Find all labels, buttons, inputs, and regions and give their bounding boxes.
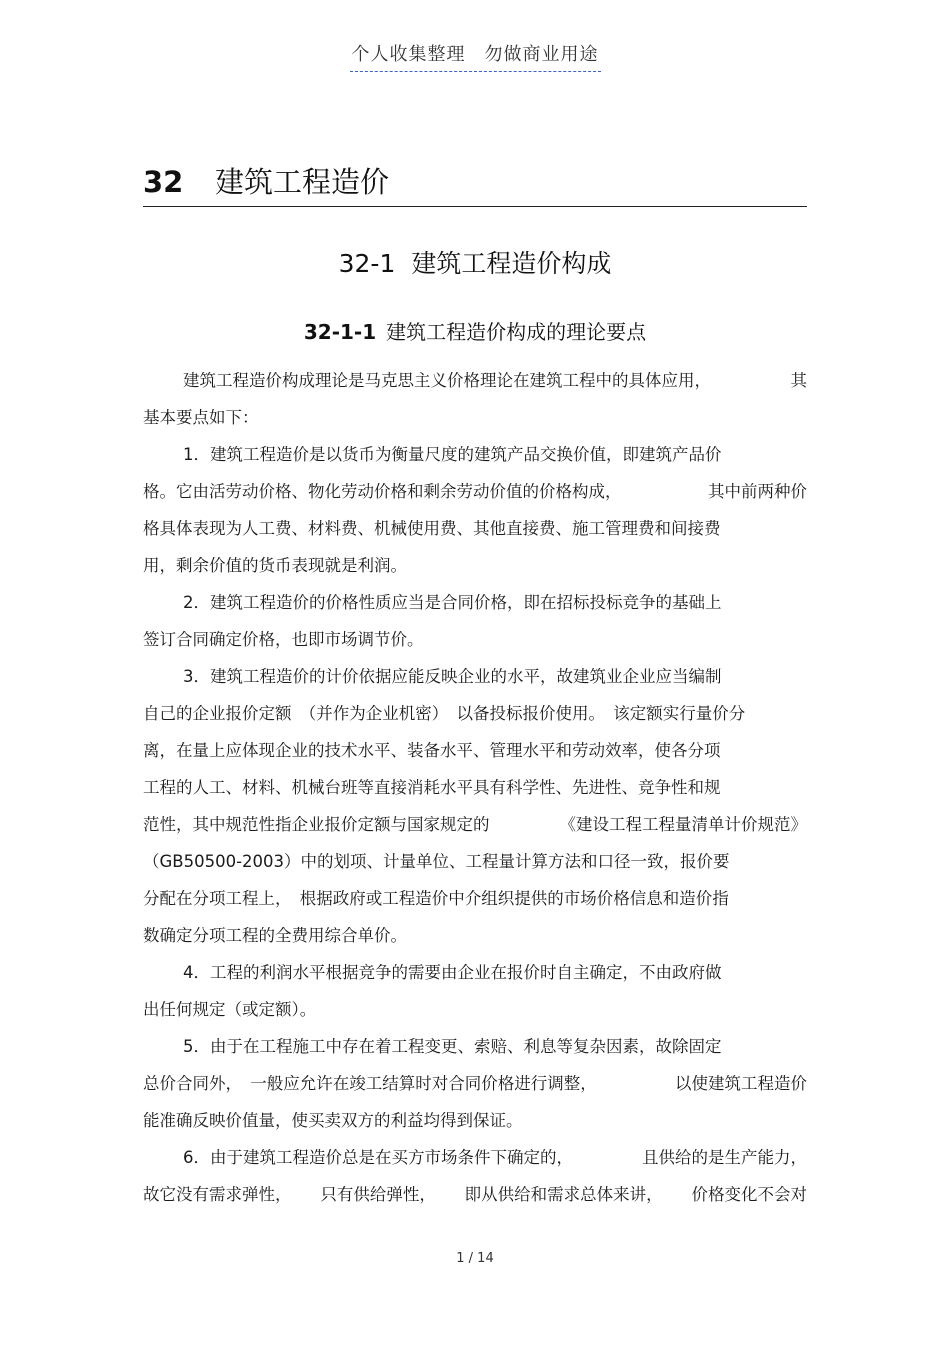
text-segment: 3．建筑工程造价的计价依据应能反映企业的水平，故建筑业企业应当编制 bbox=[183, 667, 722, 686]
header-note bbox=[0, 40, 950, 66]
text-line bbox=[143, 769, 807, 806]
subsection-heading bbox=[0, 316, 950, 345]
text-segment: 出任何规定（或定额）。 bbox=[143, 1000, 317, 1019]
section-heading bbox=[0, 244, 950, 280]
page-number: 1 / 14 bbox=[456, 1251, 494, 1266]
chapter-number: 32 bbox=[143, 165, 184, 199]
text-segment: 建筑工程造价构成理论是马克思主义价格理论在建筑工程中的具体应用， bbox=[183, 371, 711, 390]
text-line bbox=[143, 658, 807, 695]
text-line bbox=[143, 880, 807, 917]
text-segment: 数确定分项工程的全费用综合单价。 bbox=[143, 926, 407, 945]
text-line bbox=[143, 1028, 807, 1065]
text-segment: 格。它由活劳动价格、物化劳动价格和剩余劳动价值的价格构成， bbox=[143, 482, 622, 501]
chapter-divider bbox=[143, 206, 807, 207]
paragraph bbox=[143, 436, 807, 584]
header-note-text: 个人收集整理 勿做商业用途 bbox=[350, 44, 601, 72]
text-line bbox=[143, 399, 807, 436]
paragraph bbox=[143, 1028, 807, 1139]
text-segment: 2．建筑工程造价的价格性质应当是合同价格，即在招标投标竞争的基础上 bbox=[183, 593, 722, 612]
body-text bbox=[143, 362, 807, 1213]
text-line bbox=[143, 1139, 807, 1176]
text-line bbox=[143, 954, 807, 991]
text-line bbox=[143, 1065, 807, 1102]
text-line bbox=[143, 547, 807, 584]
text-segment: 6．由于建筑工程造价总是在买方市场条件下确定的， bbox=[183, 1148, 573, 1167]
text-segment: 只有供给弹性， bbox=[320, 1185, 436, 1204]
text-segment: 能准确反映价值量，使买卖双方的利益均得到保证。 bbox=[143, 1111, 523, 1130]
text-line bbox=[143, 473, 807, 510]
text-segment: 以使建筑工程造价 bbox=[675, 1074, 807, 1093]
text-line bbox=[143, 991, 807, 1028]
text-line bbox=[143, 621, 807, 658]
chapter-title: 建筑工程造价 bbox=[215, 165, 390, 199]
paragraph bbox=[143, 362, 807, 436]
text-segment: 自己的企业报价定额 （并作为企业机密） 以备投标报价使用。 该定额实行量价分 bbox=[143, 704, 746, 723]
text-segment: 基本要点如下： bbox=[143, 408, 259, 427]
text-segment: 5．由于在工程施工中存在着工程变更、索赔、利息等复杂因素，故除固定 bbox=[183, 1037, 722, 1056]
paragraph bbox=[143, 954, 807, 1028]
text-segment: 故它没有需求弹性， bbox=[143, 1185, 292, 1204]
section-number: 32-1 bbox=[338, 249, 396, 278]
text-line bbox=[143, 436, 807, 473]
text-segment: 离，在量上应体现企业的技术水平、装备水平、管理水平和劳动效率，使各分项 bbox=[143, 741, 721, 760]
text-line bbox=[143, 1102, 807, 1139]
section-title: 建筑工程造价构成 bbox=[411, 249, 612, 278]
text-segment: 用，剩余价值的货币表现就是利润。 bbox=[143, 556, 407, 575]
text-segment: 范性，其中规范性指企业报价定额与国家规定的 bbox=[143, 815, 490, 834]
subsection-number: 32-1-1 bbox=[303, 320, 377, 344]
paragraph bbox=[143, 658, 807, 954]
text-segment: 签订合同确定价格，也即市场调节价。 bbox=[143, 630, 424, 649]
text-line bbox=[143, 843, 807, 880]
text-segment: 即从供给和需求总体来讲， bbox=[464, 1185, 663, 1204]
text-line bbox=[143, 732, 807, 769]
text-segment: 其中前两种价 bbox=[708, 482, 807, 501]
text-segment: 工程的人工、材料、机械台班等直接消耗水平具有科学性、先进性、竞争性和规 bbox=[143, 778, 721, 797]
text-segment: 总价合同外， 一般应允许在竣工结算时对合同价格进行调整， bbox=[143, 1074, 597, 1093]
text-line bbox=[143, 806, 807, 843]
text-line bbox=[143, 584, 807, 621]
text-segment: 格具体表现为人工费、材料费、机械使用费、其他直接费、施工管理费和间接费 bbox=[143, 519, 721, 538]
paragraph bbox=[143, 584, 807, 658]
text-segment: 其 bbox=[790, 371, 807, 390]
text-line bbox=[143, 695, 807, 732]
text-line bbox=[143, 362, 807, 399]
text-line bbox=[143, 1176, 807, 1213]
text-line bbox=[143, 510, 807, 547]
text-segment: 价格变化不会对 bbox=[691, 1185, 807, 1204]
text-line bbox=[143, 917, 807, 954]
chapter-heading bbox=[143, 160, 389, 201]
text-segment: 《建设工程工程量清单计价规范》 bbox=[559, 815, 807, 834]
text-segment: 1．建筑工程造价是以货币为衡量尺度的建筑产品交换价值，即建筑产品价 bbox=[183, 445, 722, 464]
subsection-title: 建筑工程造价构成的理论要点 bbox=[386, 320, 647, 344]
text-segment: 分配在分项工程上， 根据政府或工程造价中介组织提供的市场价格信息和造价指 bbox=[143, 889, 729, 908]
paragraph bbox=[143, 1139, 807, 1213]
text-segment: 4．工程的利润水平根据竞争的需要由企业在报价时自主确定，不由政府做 bbox=[183, 963, 722, 982]
text-segment: 且供给的是生产能力， bbox=[642, 1148, 807, 1167]
text-segment: （GB50500-2003）中的划项、计量单位、工程量计算方法和口径一致，报价要 bbox=[143, 852, 730, 871]
